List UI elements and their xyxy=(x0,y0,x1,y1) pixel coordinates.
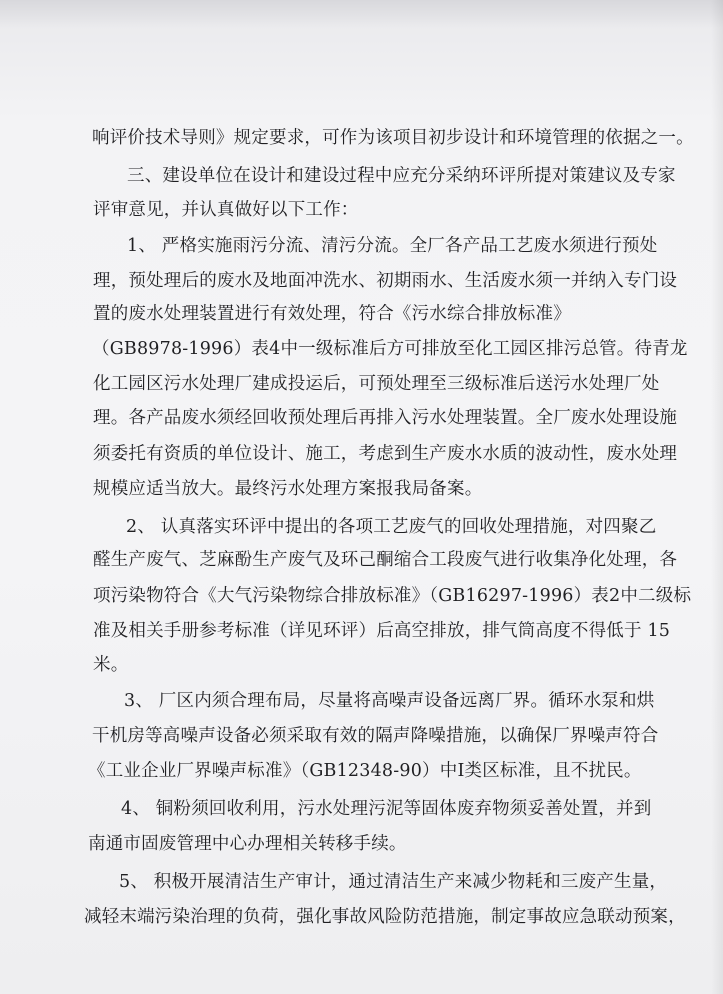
text-line-11: 规模应适当放大。最终污水处理方案报我局备案。 xyxy=(93,479,483,499)
text-line-22: 5、 积极开展清洁生产审计，通过清洁生产来减少物耗和三废产生量， xyxy=(119,872,668,892)
text-line-3: 评审意见，并认真做好以下工作： xyxy=(93,200,359,220)
text-line-17: 3、 厂区内须合理布局，尽量将高噪声设备远离厂界。循环水泵和烘 xyxy=(124,691,655,711)
text-line-16: 米。 xyxy=(93,655,129,675)
text-line-13: 醛生产废气、芝麻酚生产废气及环己酮缩合工段废气进行收集净化处理，各 xyxy=(93,550,678,570)
text-line-18: 干机房等高噪声设备必须采取有效的隔声降噪措施，以确保厂界噪声符合 xyxy=(92,726,659,746)
text-line-19: 《工业企业厂界噪声标准》（GB12348-90）中Ⅰ类区标准，且不扰民。 xyxy=(88,761,642,781)
scan-shadow xyxy=(0,0,723,28)
text-line-20: 4、 铜粉须回收利用，污水处理污泥等固体废弃物须妥善处置，并到 xyxy=(121,799,652,819)
text-line-8: 化工园区污水处理厂建成投运后，可预处理至三级标准后送污水处理厂处 xyxy=(93,374,660,394)
text-line-21: 南通市固废管理中心办理相关转移手续。 xyxy=(88,834,407,854)
text-line-6: 置的废水处理装置进行有效处理，符合《污水综合排放标准》 xyxy=(93,304,571,324)
text-line-15: 准及相关手册参考标准（详见环评）后高空排放，排气筒高度不得低于 15 xyxy=(93,621,671,641)
text-line-14: 项污染物符合《大气污染物综合排放标准》（GB16297-1996）表2中二级标 xyxy=(93,586,692,606)
text-line-2: 三、建设单位在设计和建设过程中应充分采纳环评所提对策建议及专家 xyxy=(127,166,676,186)
text-line-23: 减轻末端污染治理的负荷，强化事故风险防范措施，制定事故应急联动预案， xyxy=(84,907,686,927)
text-line-7: （GB8978-1996）表4中一级标准后方可排放至化工园区排污总管。待青龙 xyxy=(92,339,688,359)
page-edge-shadow xyxy=(711,0,723,994)
text-line-4: 1、 严格实施雨污分流、清污分流。全厂各产品工艺废水须进行预处 xyxy=(127,236,658,256)
text-line-12: 2、 认真落实环评中提出的各项工艺废气的回收处理措施，对四聚乙 xyxy=(126,517,657,537)
text-line-10: 须委托有资质的单位设计、施工，考虑到生产废水水质的波动性，废水处理 xyxy=(93,444,678,464)
text-line-5: 理，预处理后的废水及地面冲洗水、初期雨水、生活废水须一并纳入专门设 xyxy=(93,271,678,291)
text-line-9: 理。各产品废水须经回收预处理后再排入污水处理装置。全厂废水处理设施 xyxy=(93,408,678,428)
text-line-1: 响评价技术导则》规定要求，可作为该项目初步设计和环境管理的依据之一。 xyxy=(92,128,694,148)
